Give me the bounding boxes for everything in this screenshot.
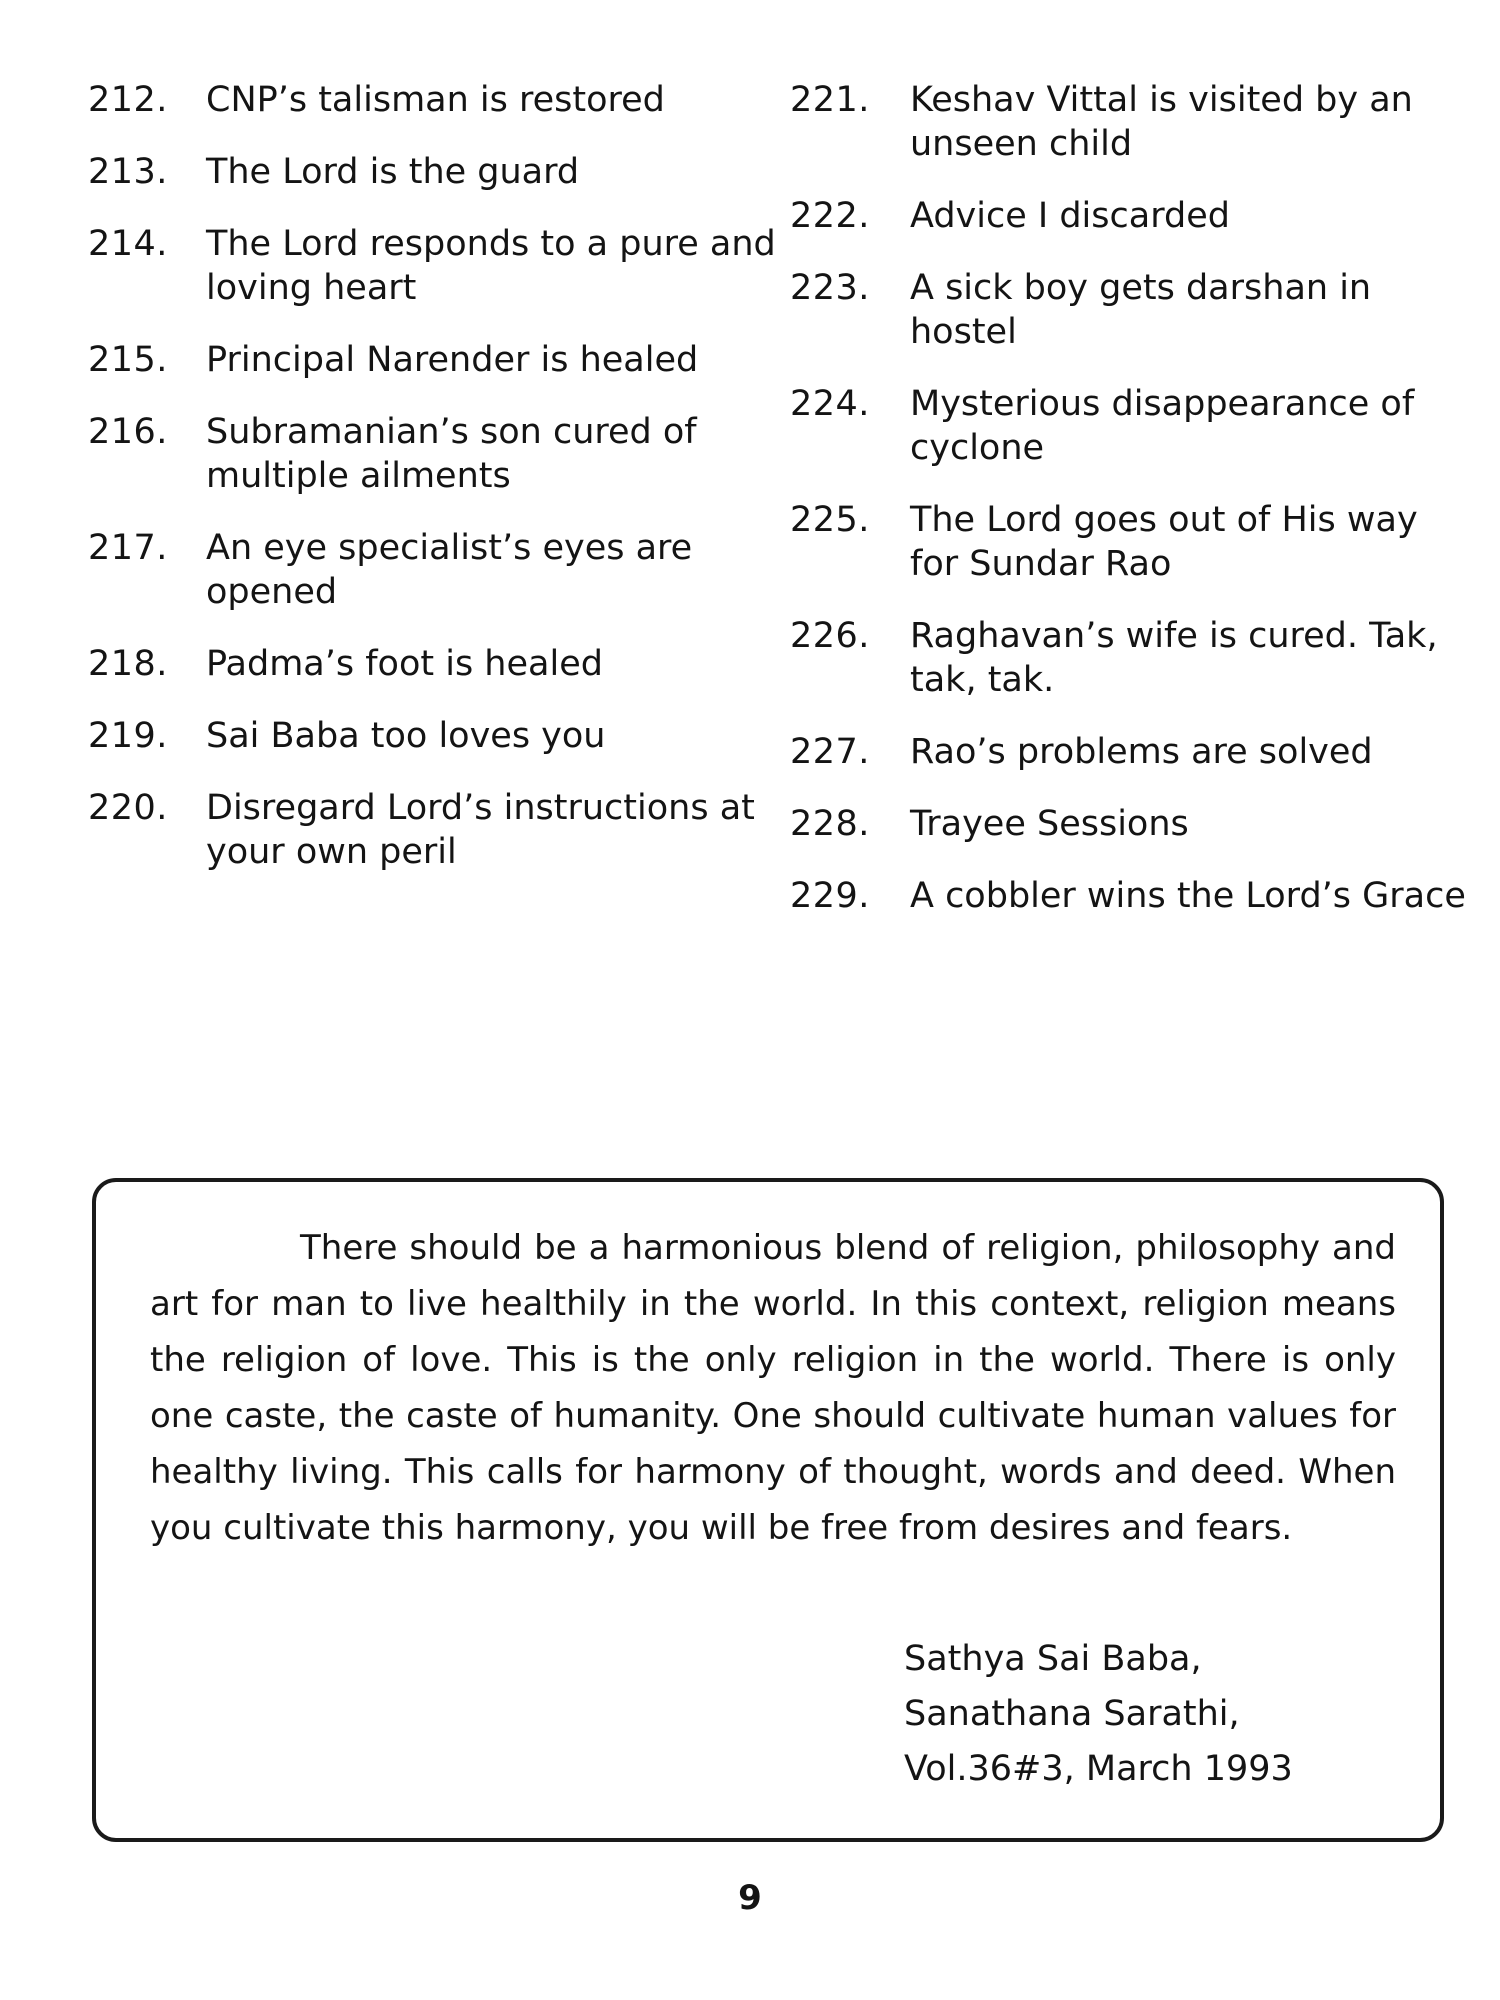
contents-item-216	[88, 410, 778, 498]
item-number: 216.	[88, 412, 168, 452]
item-title: Rao’s problems are solved	[910, 732, 1373, 772]
item-number: 213.	[88, 152, 168, 192]
item-title: Sai Baba too loves you	[206, 716, 606, 756]
item-number: 221.	[790, 80, 870, 120]
item-title: Principal Narender is healed	[206, 340, 699, 380]
contents-item-222	[790, 194, 1470, 238]
item-number: 218.	[88, 644, 168, 684]
item-number: 214.	[88, 224, 168, 264]
item-title: Trayee Sessions	[910, 804, 1189, 844]
quote-box	[92, 1178, 1444, 1842]
contents-item-224	[790, 382, 1470, 470]
item-number: 219.	[88, 716, 168, 756]
item-number: 226.	[790, 616, 870, 656]
contents-item-223	[790, 266, 1470, 354]
item-title: CNP’s talisman is restored	[206, 80, 665, 120]
contents-item-227	[790, 730, 1470, 774]
item-number: 228.	[790, 804, 870, 844]
quote-text: There should be a harmonious blend of religion, philosophy and art for man to live healthily in the world. In this context, religion means the religion of love. This is the only religion in the world. There is only one caste, the caste of humanity. One should cultivate human values for healthy living. This calls for harmony of thought, words and deed. When you cultivate this harmony, you will be free from desires and fears.	[150, 1228, 1396, 1548]
contents-item-228	[790, 802, 1470, 846]
item-number: 217.	[88, 528, 168, 568]
contents-item-225	[790, 498, 1470, 586]
item-number: 223.	[790, 268, 870, 308]
item-title: The Lord goes out of His way for Sundar Rao	[910, 500, 1418, 584]
contents-item-215	[88, 338, 778, 382]
contents-item-219	[88, 714, 778, 758]
item-title: The Lord responds to a pure and loving heart	[206, 224, 776, 308]
item-title: Padma’s foot is healed	[206, 644, 603, 684]
item-number: 229.	[790, 876, 870, 916]
item-number: 212.	[88, 80, 168, 120]
quote-citation: Vol.36#3, March 1993	[904, 1749, 1293, 1789]
contents-right-column	[790, 78, 1470, 946]
item-title: Advice I discarded	[910, 196, 1230, 236]
item-title: An eye specialist’s eyes are opened	[206, 528, 693, 612]
item-title: A cobbler wins the Lord’s Grace	[910, 876, 1466, 916]
item-title: A sick boy gets darshan in hostel	[910, 268, 1372, 352]
item-title: Mysterious disappearance of cyclone	[910, 384, 1415, 468]
contents-item-220	[88, 786, 778, 874]
item-title: Subramanian’s son cured of multiple ailments	[206, 412, 697, 496]
item-number: 227.	[790, 732, 870, 772]
item-number: 220.	[88, 788, 168, 828]
contents-item-212	[88, 78, 778, 122]
contents-item-226	[790, 614, 1470, 702]
item-number: 215.	[88, 340, 168, 380]
quote-attribution	[904, 1632, 1293, 1797]
item-number: 222.	[790, 196, 870, 236]
contents-item-221	[790, 78, 1470, 166]
quote-source: Sanathana Sarathi,	[904, 1694, 1240, 1734]
contents-left-column	[88, 78, 778, 902]
item-number: 224.	[790, 384, 870, 424]
contents-item-229	[790, 874, 1470, 918]
item-title: Disregard Lord’s instructions at your own peril	[206, 788, 755, 872]
contents-item-213	[88, 150, 778, 194]
quote-author: Sathya Sai Baba,	[904, 1639, 1202, 1679]
page-number: 9	[738, 1878, 762, 1918]
contents-item-217	[88, 526, 778, 614]
item-title: Raghavan’s wife is cured. Tak, tak, tak.	[910, 616, 1438, 700]
item-number: 225.	[790, 500, 870, 540]
contents-item-218	[88, 642, 778, 686]
item-title: The Lord is the guard	[206, 152, 580, 192]
contents-item-214	[88, 222, 778, 310]
item-title: Keshav Vittal is visited by an unseen child	[910, 80, 1413, 164]
